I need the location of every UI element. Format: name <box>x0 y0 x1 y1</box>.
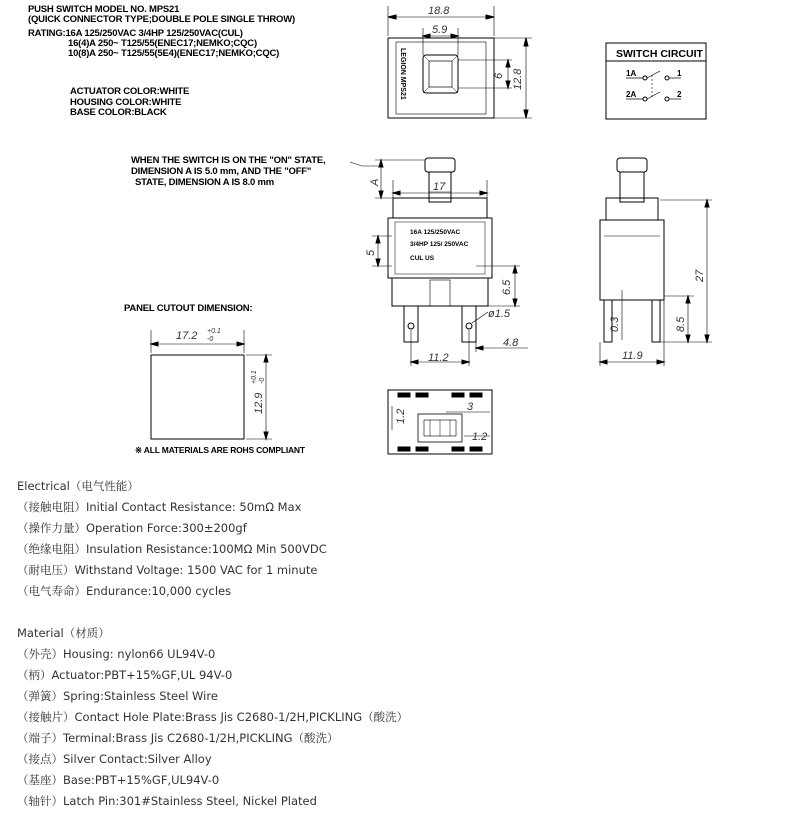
housing-color: HOUSING COLOR:WHITE <box>70 96 182 108</box>
material-item: （轴针）Latch Pin:301#Stainless Steel, Nickel Plated <box>17 794 317 808</box>
electrical-item: （电气寿命）Endurance:10,000 cycles <box>17 584 232 598</box>
dim-a: A <box>369 178 381 186</box>
dim-12-8: 12.8 <box>512 68 524 90</box>
note-line: STATE, DIMENSION A IS 8.0 mm <box>135 177 275 188</box>
panel-cutout-title: PANEL CUTOUT DIMENSION: <box>124 303 253 314</box>
model-title: PUSH SWITCH MODEL NO. MPS21 <box>28 4 180 15</box>
circuit-label-1a: 1A <box>626 69 637 78</box>
dim-8-5: 8.5 <box>675 316 687 332</box>
dim-dia-1-5: ø1.5 <box>488 308 511 320</box>
housing-label-2: 3/4HP 125/ 250VAC <box>410 241 469 248</box>
electrical-item: （操作力量）Operation Force:300±200gf <box>17 521 247 535</box>
note-line: DIMENSION A IS 5.0 mm, AND THE "OFF" <box>131 166 312 177</box>
material-item: （外壳）Housing: nylon66 UL94V-0 <box>17 647 216 661</box>
model-subtitle: (QUICK CONNECTOR TYPE;DOUBLE POLE SINGLE THROW) <box>28 14 295 25</box>
rohs-note: ※ ALL MATERIALS ARE ROHS COMPLIANT <box>135 445 305 455</box>
dim-11-2: 11.2 <box>428 352 449 364</box>
electrical-item: （接触电阻）Initial Contact Resistance: 50mΩ Max <box>17 500 302 514</box>
circuit-label-1: 1 <box>677 69 682 78</box>
material-item: （基座）Base:PBT+15%GF,UL94V-0 <box>17 773 220 787</box>
cutout-width-tol-plus: +0.1 <box>207 328 221 335</box>
dim-11-9: 11.9 <box>622 350 643 362</box>
electrical-heading: Electrical（电气性能） <box>17 479 139 493</box>
top-view <box>388 6 532 118</box>
note-line: WHEN THE SWITCH IS ON THE "ON" STATE, <box>131 155 326 166</box>
rating-line: 16(4)A 250~ T125/55(ENEC17;NEMKO;CQC) <box>68 38 257 49</box>
housing-label-1: 16A 125/250VAC <box>410 229 461 236</box>
dim-5-9: 5.9 <box>432 24 448 36</box>
dim-17: 17 <box>433 181 446 193</box>
material-heading: Material（材质） <box>17 626 110 640</box>
dim-5: 5 <box>365 249 377 256</box>
dim-18-8: 18.8 <box>428 5 450 17</box>
dim-4-8: 4.8 <box>503 337 519 349</box>
material-item: （接触片）Contact Hole Plate:Brass Jis C2680-1/2H,PICKLING（酸洗） <box>17 710 409 724</box>
switch-circuit-title: SWITCH CIRCUIT <box>616 48 703 60</box>
cul-mark: CUL US <box>410 255 435 262</box>
circuit-label-2: 2 <box>677 90 682 99</box>
circuit-label-2a: 2A <box>626 90 637 99</box>
dim-0-3: 0.3 <box>609 316 621 332</box>
base-color: BASE COLOR:BLACK <box>70 107 167 118</box>
material-item: （端子）Terminal:Brass Jis C2680-1/2H,PICKLING（酸洗） <box>17 731 339 745</box>
material-item: （柄）Actuator:PBT+15%GF,UL 94V-0 <box>17 668 233 682</box>
actuator-color: ACTUATOR COLOR:WHITE <box>70 86 190 97</box>
rating-line: RATING:16A 125/250VAC 3/4HP 125/250VAC(CUL) <box>28 28 243 39</box>
drawing-labels <box>176 5 706 443</box>
dim-6: 6 <box>493 72 505 79</box>
cutout-width: 17.2 <box>176 330 198 342</box>
dim-27: 27 <box>694 269 706 282</box>
dim-1-2-left: 1.2 <box>395 408 407 424</box>
property-list <box>17 476 408 812</box>
cutout-width-tol-minus: -0 <box>207 336 214 343</box>
dim-3: 3 <box>467 401 474 413</box>
rating-line: 10(8)A 250~ T125/55(5E4)(ENEC17;NEMKO;CQC) <box>68 48 280 59</box>
cutout-height-tol-plus: +0.1 <box>251 370 258 384</box>
cutout-height-tol-minus: -0 <box>259 377 266 384</box>
material-item: （弹簧）Spring:Stainless Steel Wire <box>17 689 218 703</box>
dim-6-5: 6.5 <box>501 279 513 295</box>
brand-text: LEGION MPS21 <box>399 48 406 100</box>
electrical-item: （绝缘电阻）Insulation Resistance:100MΩ Min 500VDC <box>17 542 327 556</box>
dim-1-2-right: 1.2 <box>472 431 488 443</box>
electrical-item: （耐电压）Withstand Voltage: 1500 VAC for 1 minute <box>17 563 318 577</box>
material-item: （接点）Silver Contact:Silver Alloy <box>17 752 212 766</box>
side-view <box>600 158 712 366</box>
cutout-height: 12.9 <box>253 392 265 414</box>
